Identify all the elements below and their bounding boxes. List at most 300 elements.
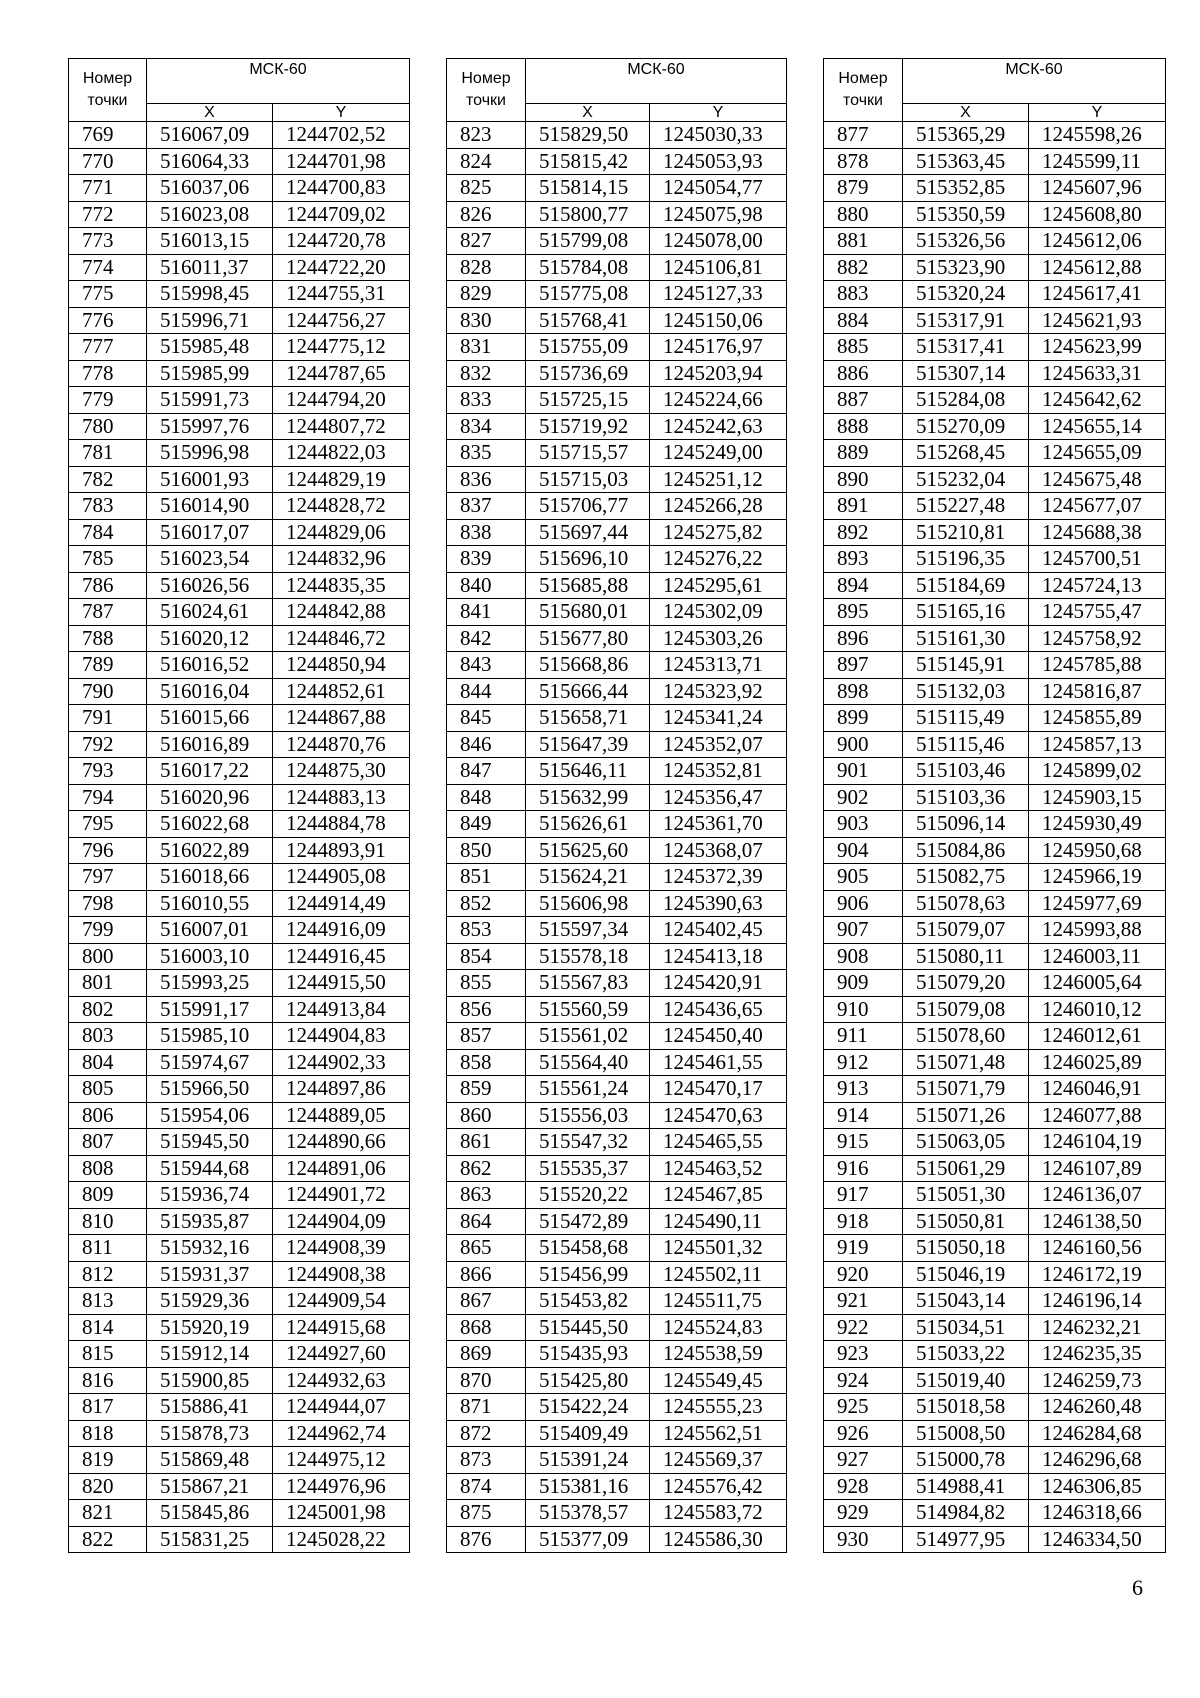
point-number-cell: 921 <box>824 1288 903 1315</box>
y-coordinate-cell: 1246296,68 <box>1029 1447 1166 1474</box>
y-column-header: Y <box>273 104 410 122</box>
y-coordinate-cell: 1245857,13 <box>1029 731 1166 758</box>
y-coordinate-cell: 1245623,99 <box>1029 334 1166 361</box>
y-coordinate-cell: 1244976,96 <box>273 1473 410 1500</box>
y-coordinate-cell: 1245677,07 <box>1029 493 1166 520</box>
coordinate-system-header: МСК-60 <box>903 59 1166 104</box>
y-coordinate-cell: 1245224,66 <box>650 387 787 414</box>
y-coordinate-cell: 1245249,00 <box>650 440 787 467</box>
table-row <box>447 228 787 255</box>
table-row <box>824 519 1166 546</box>
x-coordinate-cell: 515103,36 <box>903 784 1029 811</box>
table-row <box>447 122 787 149</box>
x-coordinate-cell: 515996,71 <box>147 307 273 334</box>
point-number-cell: 833 <box>447 387 526 414</box>
x-coordinate-cell: 515561,24 <box>526 1076 650 1103</box>
table-row <box>447 917 787 944</box>
y-coordinate-cell: 1245688,38 <box>1029 519 1166 546</box>
y-coordinate-cell: 1245930,49 <box>1029 811 1166 838</box>
point-number-cell: 806 <box>69 1102 147 1129</box>
point-number-cell: 914 <box>824 1102 903 1129</box>
y-coordinate-cell: 1244897,86 <box>273 1076 410 1103</box>
table-row <box>447 201 787 228</box>
table-row <box>69 970 410 997</box>
table-row <box>824 731 1166 758</box>
point-number-cell: 901 <box>824 758 903 785</box>
point-number-cell: 805 <box>69 1076 147 1103</box>
y-coordinate-cell: 1244908,38 <box>273 1261 410 1288</box>
point-number-cell: 843 <box>447 652 526 679</box>
y-coordinate-cell: 1246232,21 <box>1029 1314 1166 1341</box>
table-row <box>824 572 1166 599</box>
table-row <box>824 943 1166 970</box>
y-coordinate-cell: 1244828,72 <box>273 493 410 520</box>
x-coordinate-cell: 515018,58 <box>903 1394 1029 1421</box>
x-coordinate-cell: 516064,33 <box>147 148 273 175</box>
point-number-cell: 860 <box>447 1102 526 1129</box>
table-row <box>824 1076 1166 1103</box>
y-coordinate-cell: 1245341,24 <box>650 705 787 732</box>
x-coordinate-cell: 515869,48 <box>147 1447 273 1474</box>
table-row <box>824 307 1166 334</box>
point-number-cell: 837 <box>447 493 526 520</box>
x-coordinate-cell: 516011,37 <box>147 254 273 281</box>
point-number-cell: 891 <box>824 493 903 520</box>
point-number-cell: 791 <box>69 705 147 732</box>
x-coordinate-cell: 514984,82 <box>903 1500 1029 1527</box>
y-coordinate-cell: 1244867,88 <box>273 705 410 732</box>
table-row <box>69 466 410 493</box>
y-coordinate-cell: 1245758,92 <box>1029 625 1166 652</box>
y-coordinate-cell: 1245502,11 <box>650 1261 787 1288</box>
point-number-cell: 851 <box>447 864 526 891</box>
y-coordinate-cell: 1245993,88 <box>1029 917 1166 944</box>
y-coordinate-cell: 1246196,14 <box>1029 1288 1166 1315</box>
table-row <box>69 864 410 891</box>
y-coordinate-cell: 1244807,72 <box>273 413 410 440</box>
point-number-cell: 823 <box>447 122 526 149</box>
x-coordinate-cell: 515033,22 <box>903 1341 1029 1368</box>
coordinates-table-2 <box>446 58 787 1553</box>
x-coordinate-cell: 515535,37 <box>526 1155 650 1182</box>
x-coordinate-cell: 515561,02 <box>526 1023 650 1050</box>
table-row <box>824 652 1166 679</box>
point-number-cell: 919 <box>824 1235 903 1262</box>
x-column-header: X <box>903 104 1029 122</box>
table-row <box>824 625 1166 652</box>
y-coordinate-cell: 1245562,51 <box>650 1420 787 1447</box>
table-row <box>447 307 787 334</box>
x-coordinate-cell: 515564,40 <box>526 1049 650 1076</box>
coordinate-system-header: МСК-60 <box>526 59 787 104</box>
x-coordinate-cell: 515814,15 <box>526 175 650 202</box>
table-row <box>824 466 1166 493</box>
table-row <box>69 175 410 202</box>
point-number-header: Номер точки <box>824 59 903 122</box>
y-coordinate-cell: 1244709,02 <box>273 201 410 228</box>
table-row <box>447 1182 787 1209</box>
y-coordinate-cell: 1244915,50 <box>273 970 410 997</box>
point-number-cell: 926 <box>824 1420 903 1447</box>
x-coordinate-cell: 516020,96 <box>147 784 273 811</box>
table-row <box>69 254 410 281</box>
y-coordinate-cell: 1244913,84 <box>273 996 410 1023</box>
x-coordinate-cell: 515132,03 <box>903 678 1029 705</box>
y-coordinate-cell: 1245470,63 <box>650 1102 787 1129</box>
y-coordinate-cell: 1244700,83 <box>273 175 410 202</box>
point-number-cell: 839 <box>447 546 526 573</box>
point-number-cell: 882 <box>824 254 903 281</box>
table-row <box>447 493 787 520</box>
x-coordinate-cell: 515626,61 <box>526 811 650 838</box>
point-number-cell: 796 <box>69 837 147 864</box>
x-coordinate-cell: 515115,49 <box>903 705 1029 732</box>
x-coordinate-cell: 515391,24 <box>526 1447 650 1474</box>
x-coordinate-cell: 515050,81 <box>903 1208 1029 1235</box>
page-number: 6 <box>1132 1575 1143 1600</box>
x-coordinate-cell: 516014,90 <box>147 493 273 520</box>
table-row <box>447 996 787 1023</box>
table-row <box>824 228 1166 255</box>
point-number-cell: 804 <box>69 1049 147 1076</box>
point-number-cell: 849 <box>447 811 526 838</box>
point-number-cell: 782 <box>69 466 147 493</box>
x-coordinate-cell: 515719,92 <box>526 413 650 440</box>
x-coordinate-cell: 515725,15 <box>526 387 650 414</box>
y-coordinate-cell: 1245785,88 <box>1029 652 1166 679</box>
point-number-cell: 829 <box>447 281 526 308</box>
table-row <box>69 413 410 440</box>
point-number-cell: 803 <box>69 1023 147 1050</box>
y-coordinate-cell: 1246025,89 <box>1029 1049 1166 1076</box>
table-row <box>69 1500 410 1527</box>
point-number-cell: 872 <box>447 1420 526 1447</box>
y-coordinate-cell: 1246104,19 <box>1029 1129 1166 1156</box>
x-coordinate-cell: 515232,04 <box>903 466 1029 493</box>
y-coordinate-cell: 1245501,32 <box>650 1235 787 1262</box>
y-coordinate-cell: 1246318,66 <box>1029 1500 1166 1527</box>
x-coordinate-cell: 515050,18 <box>903 1235 1029 1262</box>
x-coordinate-cell: 515458,68 <box>526 1235 650 1262</box>
table-row <box>824 917 1166 944</box>
x-coordinate-cell: 516016,04 <box>147 678 273 705</box>
point-number-cell: 877 <box>824 122 903 149</box>
table-row <box>824 1341 1166 1368</box>
table-row <box>69 890 410 917</box>
table-row <box>69 758 410 785</box>
x-coordinate-cell: 515071,79 <box>903 1076 1029 1103</box>
x-coordinate-cell: 515878,73 <box>147 1420 273 1447</box>
table-row <box>824 546 1166 573</box>
y-coordinate-cell: 1245899,02 <box>1029 758 1166 785</box>
table-row <box>447 1129 787 1156</box>
table-row <box>69 281 410 308</box>
x-coordinate-cell: 515547,32 <box>526 1129 650 1156</box>
x-coordinate-cell: 514977,95 <box>903 1526 1029 1553</box>
point-number-cell: 811 <box>69 1235 147 1262</box>
x-coordinate-cell: 515936,74 <box>147 1182 273 1209</box>
table-row <box>447 890 787 917</box>
coordinates-table-1 <box>68 58 410 1553</box>
x-coordinate-cell: 515445,50 <box>526 1314 650 1341</box>
y-coordinate-cell: 1245633,31 <box>1029 360 1166 387</box>
point-number-cell: 820 <box>69 1473 147 1500</box>
table-row <box>824 811 1166 838</box>
x-coordinate-cell: 516017,07 <box>147 519 273 546</box>
table-row <box>824 1155 1166 1182</box>
y-coordinate-cell: 1245612,06 <box>1029 228 1166 255</box>
y-coordinate-cell: 1244914,49 <box>273 890 410 917</box>
x-coordinate-cell: 515145,91 <box>903 652 1029 679</box>
y-coordinate-cell: 1244775,12 <box>273 334 410 361</box>
y-coordinate-cell: 1244883,13 <box>273 784 410 811</box>
x-coordinate-cell: 515061,29 <box>903 1155 1029 1182</box>
y-coordinate-cell: 1244829,19 <box>273 466 410 493</box>
point-number-cell: 869 <box>447 1341 526 1368</box>
table-row <box>69 201 410 228</box>
table-row <box>824 281 1166 308</box>
table-row <box>447 546 787 573</box>
x-coordinate-cell: 515472,89 <box>526 1208 650 1235</box>
table-row <box>69 122 410 149</box>
y-coordinate-cell: 1244932,63 <box>273 1367 410 1394</box>
y-coordinate-cell: 1245075,98 <box>650 201 787 228</box>
point-number-cell: 818 <box>69 1420 147 1447</box>
point-number-cell: 855 <box>447 970 526 997</box>
table-row <box>447 599 787 626</box>
table-row <box>447 652 787 679</box>
y-coordinate-cell: 1244893,91 <box>273 837 410 864</box>
y-coordinate-cell: 1245621,93 <box>1029 307 1166 334</box>
table-row <box>447 864 787 891</box>
x-coordinate-cell: 514988,41 <box>903 1473 1029 1500</box>
table-row <box>447 1473 787 1500</box>
x-coordinate-cell: 515578,18 <box>526 943 650 970</box>
x-coordinate-cell: 515697,44 <box>526 519 650 546</box>
table-row <box>69 1235 410 1262</box>
point-number-cell: 817 <box>69 1394 147 1421</box>
table-row <box>69 1341 410 1368</box>
y-coordinate-cell: 1245266,28 <box>650 493 787 520</box>
x-coordinate-cell: 515520,22 <box>526 1182 650 1209</box>
table-row <box>824 837 1166 864</box>
point-number-cell: 799 <box>69 917 147 944</box>
table-row <box>69 1420 410 1447</box>
y-coordinate-cell: 1246012,61 <box>1029 1023 1166 1050</box>
table-row <box>69 307 410 334</box>
point-number-cell: 871 <box>447 1394 526 1421</box>
table-row <box>447 440 787 467</box>
y-coordinate-cell: 1244822,03 <box>273 440 410 467</box>
point-number-cell: 774 <box>69 254 147 281</box>
x-coordinate-cell: 515567,83 <box>526 970 650 997</box>
x-coordinate-cell: 515997,76 <box>147 413 273 440</box>
x-coordinate-cell: 515954,06 <box>147 1102 273 1129</box>
y-coordinate-cell: 1245356,47 <box>650 784 787 811</box>
y-coordinate-cell: 1244722,20 <box>273 254 410 281</box>
x-coordinate-cell: 515317,91 <box>903 307 1029 334</box>
point-number-cell: 848 <box>447 784 526 811</box>
point-number-cell: 852 <box>447 890 526 917</box>
point-number-cell: 912 <box>824 1049 903 1076</box>
x-coordinate-cell: 515409,49 <box>526 1420 650 1447</box>
point-number-cell: 819 <box>69 1447 147 1474</box>
table-row <box>69 1526 410 1553</box>
table-row <box>447 466 787 493</box>
y-coordinate-cell: 1245538,59 <box>650 1341 787 1368</box>
x-coordinate-cell: 515597,34 <box>526 917 650 944</box>
x-coordinate-cell: 515268,45 <box>903 440 1029 467</box>
point-number-cell: 892 <box>824 519 903 546</box>
x-coordinate-cell: 515034,51 <box>903 1314 1029 1341</box>
table-row <box>824 1208 1166 1235</box>
x-coordinate-cell: 515084,86 <box>903 837 1029 864</box>
point-number-cell: 904 <box>824 837 903 864</box>
y-coordinate-cell: 1245855,89 <box>1029 705 1166 732</box>
x-coordinate-cell: 515071,26 <box>903 1102 1029 1129</box>
x-coordinate-cell: 515985,48 <box>147 334 273 361</box>
table-row <box>824 864 1166 891</box>
point-number-cell: 815 <box>69 1341 147 1368</box>
x-coordinate-cell: 516010,55 <box>147 890 273 917</box>
y-coordinate-cell: 1246077,88 <box>1029 1102 1166 1129</box>
x-coordinate-cell: 515456,99 <box>526 1261 650 1288</box>
point-number-cell: 797 <box>69 864 147 891</box>
y-coordinate-cell: 1245313,71 <box>650 652 787 679</box>
table-row <box>824 1288 1166 1315</box>
y-coordinate-cell: 1245303,26 <box>650 625 787 652</box>
x-coordinate-cell: 515706,77 <box>526 493 650 520</box>
table-row <box>447 254 787 281</box>
x-coordinate-cell: 515985,99 <box>147 360 273 387</box>
point-number-cell: 867 <box>447 1288 526 1315</box>
y-coordinate-cell: 1244901,72 <box>273 1182 410 1209</box>
y-coordinate-cell: 1244884,78 <box>273 811 410 838</box>
table-row <box>824 440 1166 467</box>
y-coordinate-cell: 1245549,45 <box>650 1367 787 1394</box>
y-coordinate-cell: 1244702,52 <box>273 122 410 149</box>
table-row <box>447 413 787 440</box>
point-number-cell: 770 <box>69 148 147 175</box>
x-coordinate-cell: 515991,73 <box>147 387 273 414</box>
table-row <box>824 1049 1166 1076</box>
point-number-cell: 897 <box>824 652 903 679</box>
table-row <box>824 413 1166 440</box>
y-coordinate-cell: 1245150,06 <box>650 307 787 334</box>
table-row <box>69 1288 410 1315</box>
y-coordinate-cell: 1246306,85 <box>1029 1473 1166 1500</box>
point-number-cell: 924 <box>824 1367 903 1394</box>
point-number-cell: 846 <box>447 731 526 758</box>
x-coordinate-cell: 515646,11 <box>526 758 650 785</box>
point-number-cell: 798 <box>69 890 147 917</box>
y-coordinate-cell: 1245607,96 <box>1029 175 1166 202</box>
y-coordinate-cell: 1245642,62 <box>1029 387 1166 414</box>
y-coordinate-cell: 1244756,27 <box>273 307 410 334</box>
x-coordinate-cell: 515425,80 <box>526 1367 650 1394</box>
x-coordinate-cell: 516023,08 <box>147 201 273 228</box>
x-coordinate-cell: 515998,45 <box>147 281 273 308</box>
y-coordinate-cell: 1244962,74 <box>273 1420 410 1447</box>
point-number-cell: 888 <box>824 413 903 440</box>
y-coordinate-cell: 1245977,69 <box>1029 890 1166 917</box>
table-row <box>824 758 1166 785</box>
x-coordinate-cell: 515363,45 <box>903 148 1029 175</box>
x-coordinate-cell: 515000,78 <box>903 1447 1029 1474</box>
y-coordinate-cell: 1245569,37 <box>650 1447 787 1474</box>
y-coordinate-cell: 1245598,26 <box>1029 122 1166 149</box>
point-number-cell: 845 <box>447 705 526 732</box>
x-coordinate-cell: 515365,29 <box>903 122 1029 149</box>
table-row <box>69 1314 410 1341</box>
x-coordinate-cell: 515715,03 <box>526 466 650 493</box>
x-coordinate-cell: 515320,24 <box>903 281 1029 308</box>
point-number-cell: 832 <box>447 360 526 387</box>
y-coordinate-cell: 1245053,93 <box>650 148 787 175</box>
table-row <box>69 1367 410 1394</box>
y-coordinate-cell: 1245030,33 <box>650 122 787 149</box>
table-row <box>824 1261 1166 1288</box>
x-coordinate-cell: 516015,66 <box>147 705 273 732</box>
table-row <box>69 1155 410 1182</box>
y-column-header: Y <box>650 104 787 122</box>
point-number-cell: 906 <box>824 890 903 917</box>
point-number-cell: 922 <box>824 1314 903 1341</box>
x-coordinate-cell: 515079,07 <box>903 917 1029 944</box>
y-coordinate-cell: 1245617,41 <box>1029 281 1166 308</box>
y-coordinate-cell: 1245372,39 <box>650 864 787 891</box>
table-row <box>824 254 1166 281</box>
y-coordinate-cell: 1246284,68 <box>1029 1420 1166 1447</box>
table-row <box>447 943 787 970</box>
x-coordinate-cell: 515082,75 <box>903 864 1029 891</box>
x-coordinate-cell: 515931,37 <box>147 1261 273 1288</box>
point-number-cell: 870 <box>447 1367 526 1394</box>
table-row <box>69 1023 410 1050</box>
point-number-cell: 825 <box>447 175 526 202</box>
x-coordinate-cell: 515008,50 <box>903 1420 1029 1447</box>
x-coordinate-cell: 515755,09 <box>526 334 650 361</box>
table-row <box>824 1447 1166 1474</box>
y-coordinate-cell: 1246010,12 <box>1029 996 1166 1023</box>
point-number-cell: 776 <box>69 307 147 334</box>
table-row <box>447 758 787 785</box>
table-row <box>447 572 787 599</box>
table-row <box>69 1129 410 1156</box>
x-coordinate-cell: 515800,77 <box>526 201 650 228</box>
x-coordinate-cell: 515666,44 <box>526 678 650 705</box>
x-coordinate-cell: 515900,85 <box>147 1367 273 1394</box>
y-coordinate-cell: 1244904,83 <box>273 1023 410 1050</box>
table-row <box>69 228 410 255</box>
y-coordinate-cell: 1245576,42 <box>650 1473 787 1500</box>
y-coordinate-cell: 1244870,76 <box>273 731 410 758</box>
x-coordinate-cell: 516037,06 <box>147 175 273 202</box>
table-row <box>69 811 410 838</box>
x-coordinate-cell: 516017,22 <box>147 758 273 785</box>
point-number-cell: 927 <box>824 1447 903 1474</box>
x-coordinate-cell: 515270,09 <box>903 413 1029 440</box>
point-number-cell: 856 <box>447 996 526 1023</box>
table-row <box>69 493 410 520</box>
table-row <box>447 1314 787 1341</box>
table-row <box>824 1367 1166 1394</box>
y-coordinate-cell: 1245950,68 <box>1029 837 1166 864</box>
point-number-cell: 793 <box>69 758 147 785</box>
point-number-cell: 780 <box>69 413 147 440</box>
point-number-cell: 868 <box>447 1314 526 1341</box>
point-number-cell: 771 <box>69 175 147 202</box>
